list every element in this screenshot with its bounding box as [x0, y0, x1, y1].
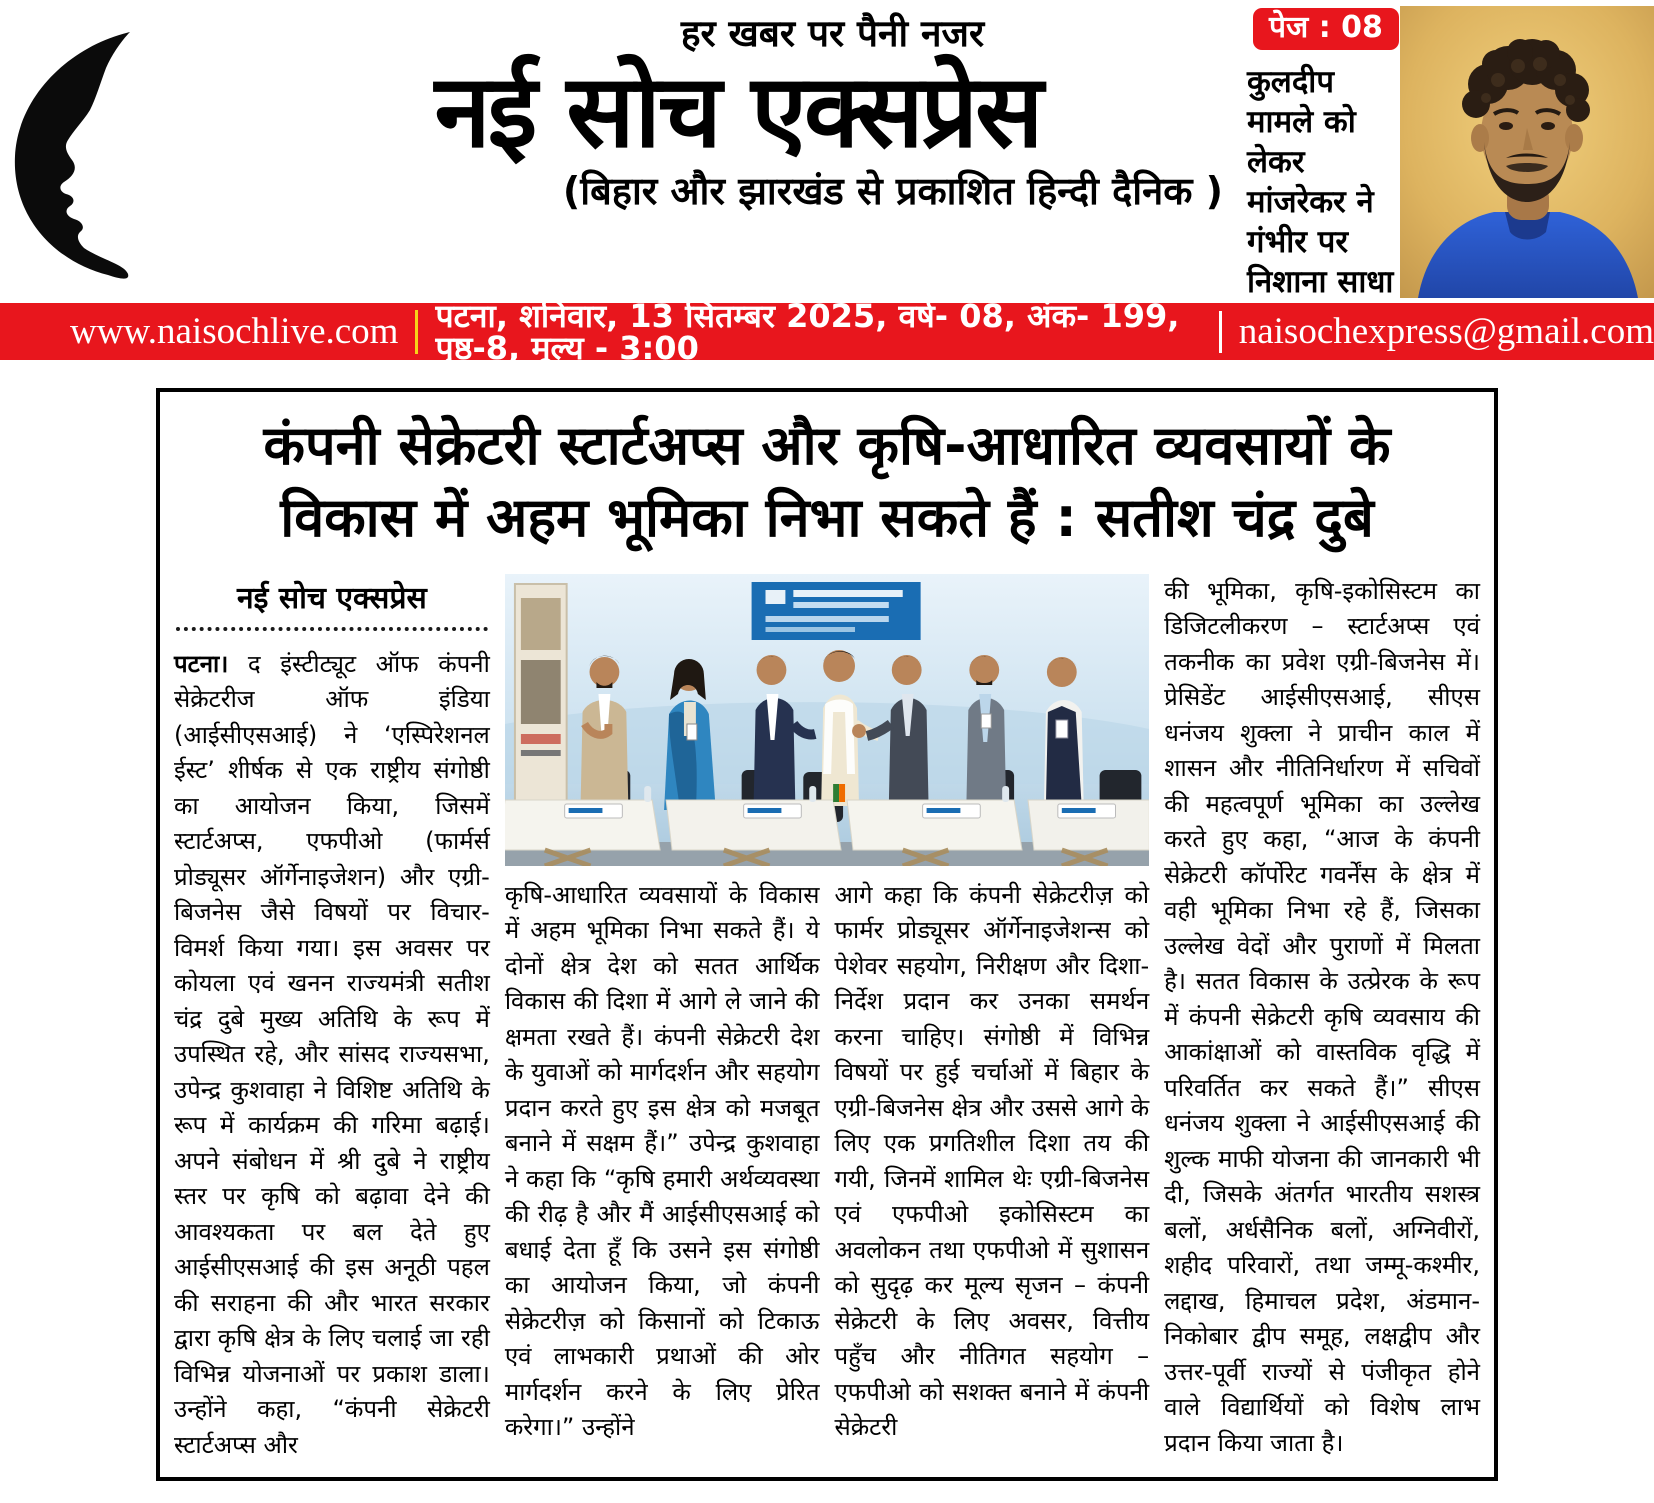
article-paragraph-1 [174, 647, 490, 1464]
middle-columns [505, 878, 1149, 1446]
masthead [0, 0, 1654, 303]
article-columns [174, 574, 1480, 1464]
white-divider [1219, 311, 1221, 353]
byline-dotted-rule [176, 627, 488, 631]
yellow-divider [415, 310, 418, 354]
article-text-col1: द इंस्टीट्यूट ऑफ कंपनी सेक्रेटरीज ऑफ इंडिया (आईसीएसआई) ने ‘एस्पिरेशनल ईस्ट’ शीर्षक से एक राष्ट्रीय संगोष्ठी का आयोजन किया, जिसमें स्टार्टअप्स, एफपीओ (फार्मर्स प्रोड्यूसर ऑर्गेनाइजेशन) और एग्री-बिजनेस जैसे विषयों पर विचार-विमर्श किया गया। इस अवसर पर कोयला एवं खनन राज्यमंत्री सतीश चंद्र दुबे मुख्य अतिथि के रूप में उपस्थित रहे, और सांसद राज्यसभा, उपेन्द्र कुशवाहा ने विशिष्ट अतिथि के रूप में कार्यक्रम की गरिमा बढ़ाई। अपने संबोधन में श्री दुबे ने राष्ट्रीय स्तर पर कृषि को बढ़ावा देने की आवश्यकता पर बल देते हुए आईसीएसआई की इस अनूठी पहल की सराहना की और भारत सरकार द्वारा कृषि क्षेत्र के लिए चलाई जा रही विभिन्न योजनाओं पर प्रकाश डाला। उन्होंने कहा, “कंपनी सेक्रेटरी स्टार्टअप्स और [174, 649, 490, 1459]
masthead-tagline: हर खबर पर पैनी नजर [680, 12, 985, 55]
info-bar [0, 296, 1654, 367]
article-headline: कंपनी सेक्रेटरी स्टार्टअप्स और कृषि-आधारित व्यवसायों के विकास में अहम भूमिका निभा सकते हैं : सतीश चंद्र दुबे [263, 414, 1391, 549]
article-middle-block [505, 574, 1149, 1464]
article-byline: नई सोच एक्सप्रेस [237, 580, 427, 616]
article-column-3 [835, 878, 1150, 1446]
newspaper-logo-icon [8, 22, 166, 294]
article-column-2 [505, 878, 820, 1446]
email-address: naisochexpress@gmail.com [1238, 311, 1654, 352]
page-number-badge: पेज : 08 [1253, 8, 1399, 50]
article-lead-dateline: पटना। [174, 649, 229, 678]
article-paragraph-4: की भूमिका, कृषि-इकोसिस्टम का डिजिटलीकरण – स्टार्टअप्स एवं तकनीक का प्रवेश एग्री-बिजनेस में। प्रेसिडेंट आईसीएसआई, सीएस धनंजय शुक्ला ने प्राचीन काल में शासन और नीतिनिर्धारण में सचिवों की महत्वपूर्ण भूमिका का उल्लेख करते हुए कहा, “आज के कंपनी सेक्रेटरी कॉर्पोरेट गवर्नेंस के क्षेत्र में वही भूमिका निभा रहे हैं, जिसका उल्लेख वेदों और पुराणों में मिलता है। सतत विकास के उत्प्रेरक के रूप में कंपनी सेक्रेटरी कृषि व्यवसाय की आकांक्षाओं को वास्तविक वृद्धि में परिवर्तित कर सकते हैं।” सीएस धनंजय शुक्ला ने आईसीएसआई की शुल्क माफी योजना की जानकारी भी दी, जिसके अंतर्गत भारतीय सशस्त्र बलों, अर्धसैनिक बलों, अग्निवीरों, शहीद परिवारों, तथा जम्मू-कश्मीर, लद्दाख, हिमाचल प्रदेश, अंडमान-निकोबार द्वीप समूह, लक्षद्वीप और उत्तर-पूर्वी राज्यों से पंजीकृत होने वाले विद्यार्थियों को विशेष लाभ प्रदान किया जाता है। [1164, 576, 1480, 1457]
article-column-1 [174, 574, 490, 1464]
article-paragraph-3: आगे कहा कि कंपनी सेक्रेटरीज़ को फार्मर प्रोड्यूसर ऑर्गेनाइजेशन्स को पेशेवर सहयोग, निरीक्षण और दिशा-निर्देश प्रदान कर उनका समर्थन करना चाहिए। संगोष्ठी में विभिन्न विषयों पर हुई चर्चाओं में बिहार के एग्री-बिजनेस क्षेत्र और उससे आगे के लिए एक प्रगतिशील दिशा तय की गयी, जिनमें शामिल थेः एग्री-बिजनेस एवं एफपीओ इकोसिस्टम का अवलोकन तथा एफपीओ में सुशासन को सुदृढ़ कर मूल्य सृजन – कंपनी सेक्रेटरी के लिए अवसर, वित्तीय पहुँच और नीतिगत सहयोग – एफपीओ को सशक्त बनाने में कंपनी सेक्रेटरी [834, 880, 1150, 1442]
article-box [156, 388, 1498, 1481]
masthead-title: नई सोच एक्सप्रेस [434, 51, 1041, 170]
issue-dateline: पटना, शनिवार, 13 सितम्बर 2025, वर्ष- 08, अंक- 199, पृष्ठ-8, मूल्य - 3:00 [435, 296, 1180, 367]
masthead-subtitle: (बिहार और झारखंड से प्रकाशित हिन्दी दैनिक ) [562, 168, 1223, 213]
side-headline: कुलदीप मामले को लेकर मांजरेकर ने गंभीर पर निशाना साधा [1247, 64, 1394, 300]
masthead-center [250, 14, 1225, 213]
website-url: www.naisochlive.com [70, 311, 399, 352]
cricketer-photo [1400, 6, 1654, 298]
article-column-4 [1164, 574, 1480, 1464]
conference-photo [505, 574, 1149, 866]
article-paragraph-2: कृषि-आधारित व्यवसायों के विकास में अहम भूमिका निभा सकते हैं। ये दोनों क्षेत्र देश को सतत आर्थिक विकास की दिशा में आगे ले जाने की क्षमता रखते हैं। कंपनी सेक्रेटरी देश के युवाओं को मार्गदर्शन और सहयोग प्रदान करते हुए इस क्षेत्र को मजबूत बनाने में सक्षम हैं।” उपेन्द्र कुशवाहा ने कहा कि “कृषि हमारी अर्थव्यवस्था की रीढ़ है और मैं आईसीएसआई को बधाई देता हूँ कि उसने इस संगोष्ठी का आयोजन किया, जो कंपनी सेक्रेटरीज़ को किसानों को टिकाऊ एवं लाभकारी प्रथाओं की ओर मार्गदर्शन करने के लिए प्रेरित करेगा।” उन्होंने [504, 880, 820, 1442]
